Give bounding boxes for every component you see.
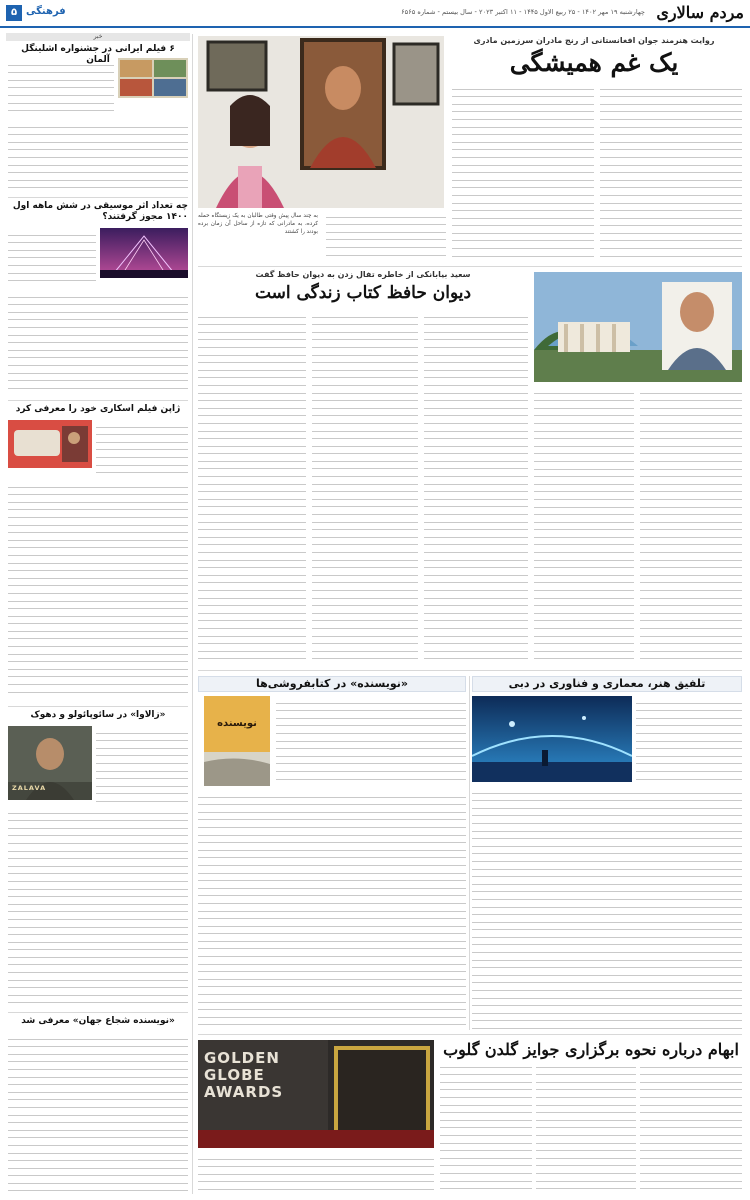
main-text-col1 [600,82,742,262]
sidebar-tag: خبر [93,33,103,40]
writer-story-title: «نویسنده» در کتابفروشی‌ها [256,677,408,690]
sidebar-title-1: ۶ فیلم ایرانی در جشنواره اشلینگل آلمان [21,44,175,65]
concert-photo [100,228,188,278]
globes-story-title: ابهام درباره نحوه برگزاری جوایز گلدن گلوب [443,1040,739,1059]
main-story-title: یک غم همیشگی [509,48,679,77]
sidebar-text-4b [8,806,188,1006]
writer-text-col0 [276,696,466,786]
sidebar-title-2: چه تعداد اثر موسیقی در شش ماهه اول ۱۴۰۰ مجوز گرفتند؟ [12,201,188,222]
sidebar-text-2a [8,228,96,288]
globes-text-col3 [198,1152,434,1194]
zalava-poster-title: ZALAVA [12,784,47,792]
hafez-text-col0 [640,386,742,666]
hafez-text-col4 [198,310,306,666]
main-text-col2 [452,82,594,262]
sidebar-text-3a [96,420,188,480]
sidebar-text-3b [8,480,188,702]
hafez-text-col1 [534,386,634,666]
artist-with-painting-photo [198,36,444,208]
masthead [0,0,750,28]
dubai-title-bar [472,676,742,692]
globes-text-col2 [440,1060,532,1194]
hafez-text-col2 [424,310,528,666]
golden-globe-photo [198,1040,434,1148]
writer-title-bar [198,676,466,692]
film-stills-photo [118,58,188,98]
dubai-text-col0 [636,696,742,782]
zalava-poster [8,726,92,800]
hafez-tomb-photo [534,272,742,382]
sidebar-text-1a [8,58,114,118]
hafez-story-title: دیوان حافظ کتاب زندگی است [254,283,472,303]
main-photo-caption: به چند سال پیش وقتی طالبان به یک زیستگاه حمله کرده، به مادرانی که تازه از ساحل آن زمان برده بودند را کشتند [198,213,318,235]
main-text-col3 [326,210,446,262]
sidebar-tag-bar [6,33,190,41]
section-name: فرهنگی [26,6,66,17]
sidebar-title-3: ژاپن فیلم اسکاری خود را معرفی کرد [15,404,181,414]
sidebar-title-5: «نویسنده شجاع جهان» معرفی شد [21,1016,175,1026]
golden-globe-banner-text: GOLDEN GLOBE AWARDS [204,1049,284,1101]
main-story-kicker: روایت هنرمند جوان افغانستانی از رنج مادران سرزمین مادری [473,36,715,45]
globes-text-col1 [536,1060,636,1194]
column-divider [192,34,193,1194]
dubai-story-title: تلفیق هنر، معماری و فناوری در دبی [508,677,706,690]
dateline: چهارشنبه ۱۹ مهر ۱۴۰۲ - ۲۵ ربیع الاول ۱۴۴۵ - ۱۱ اکتبر ۲۰۲۳ - سال بیستم - شماره ۶۵۶۵ [401,8,645,16]
japan-film-photo [8,420,92,468]
dubai-exhibit-photo [472,696,632,782]
sidebar-title-4: «زالاوا» در سائوپائولو و دهوک [30,710,166,720]
book-cover [204,696,270,786]
writer-text-col1 [198,790,466,1030]
hafez-story-kicker: سعید بیابانکی از خاطره تفال زدن به دیوان حافظ گفت [255,270,471,279]
sidebar-text-2b [8,290,188,396]
page-number: ۵ [6,5,22,21]
book-cover-title: نویسنده [217,718,257,729]
newspaper-logo: مردم سالاری [656,3,744,22]
dubai-text-col1 [472,786,742,1030]
sidebar-text-1b [8,120,188,190]
sidebar-text-4a [96,726,188,804]
globes-text-col0 [640,1060,742,1194]
hafez-text-col3 [312,310,418,666]
sidebar-text-5 [8,1032,188,1192]
